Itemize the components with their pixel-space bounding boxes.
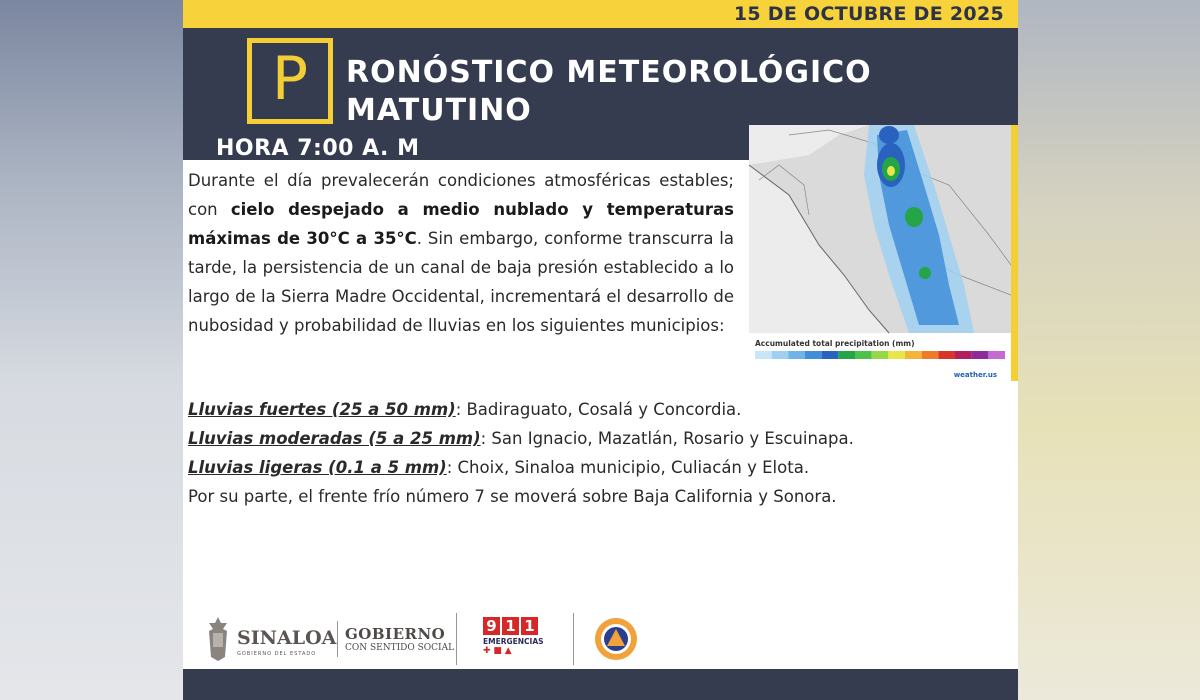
legend-swatch (972, 351, 989, 359)
footer-logos (183, 607, 1018, 669)
rain-label-moderate: Lluvias moderadas (5 a 25 mm) (188, 429, 481, 448)
digit-1a: 1 (502, 617, 519, 635)
legend-swatch (838, 351, 855, 359)
rain-label-light: Lluvias ligeras (0.1 a 5 mm) (188, 458, 447, 477)
legend-swatch (772, 351, 789, 359)
forecast-card (183, 0, 1018, 700)
legend-swatch (905, 351, 922, 359)
rain-places-heavy: : Badiraguato, Cosalá y Concordia. (455, 400, 742, 419)
legend-swatch (955, 351, 972, 359)
legend-swatch (788, 351, 805, 359)
gobierno-wordmark: GOBIERNO (345, 625, 446, 643)
emergency-services-icons: ✚ ■ ▲ (483, 646, 512, 656)
title-line-1: RONÓSTICO METEOROLÓGICO (346, 55, 872, 90)
footer-divider-3 (573, 613, 574, 665)
paragraph-rest: . Sin embargo, conforme transcurra la tarde, la persistencia de un canal de baja presión establecido a lo largo de la Sierra Madre Occidental, incrementará el desarrollo de nubosidad y probabilidad de lluvias en los siguientes municipios: (188, 229, 734, 335)
sinaloa-logo (205, 615, 335, 667)
map-brand-logo: weather.us (953, 371, 997, 379)
background-blur-left (0, 0, 183, 700)
paragraph-intro: Durante el día prevalecerán condiciones atmosféricas estables; con (188, 171, 734, 219)
date-label: 15 DE OCTUBRE DE 2025 (733, 3, 1004, 25)
rain-item-heavy (188, 395, 1008, 424)
sinaloa-subtitle: GOBIERNO DEL ESTADO (237, 651, 317, 657)
closing-text: Por su parte, el frente frío número 7 se moverá sobre Baja California y Sonora. (188, 487, 837, 506)
title-initial-box: P (247, 38, 333, 124)
digit-1b: 1 (521, 617, 538, 635)
legend-swatch (805, 351, 822, 359)
map-legend-title: Accumulated total precipitation (mm) (755, 339, 915, 348)
emergency-911-logo (483, 617, 543, 663)
background-blur-right (1018, 0, 1200, 700)
title-line-2: MATUTINO (346, 93, 532, 128)
footer-divider-2 (456, 613, 457, 665)
state-shield-icon (205, 617, 231, 661)
paragraph-highlight: cielo despejado a medio nublado y temperaturas máximas de 30°C a 35°C (188, 200, 734, 248)
page-title (346, 54, 906, 130)
rain-list (188, 395, 1008, 511)
gobierno-subtitle: CON SENTIDO SOCIAL (345, 643, 455, 653)
civil-protection-icon (594, 617, 638, 661)
date-bar (183, 0, 1018, 28)
legend-swatch (855, 351, 872, 359)
sinaloa-wordmark: SINALOA (237, 627, 337, 649)
legend-swatch (822, 351, 839, 359)
precipitation-map (749, 125, 1018, 381)
legend-swatch (872, 351, 889, 359)
rain-places-moderate: : San Ignacio, Mazatlán, Rosario y Escuinapa. (480, 429, 854, 448)
digit-9: 9 (483, 617, 500, 635)
legend-swatch (938, 351, 955, 359)
footer-divider-1 (337, 621, 338, 657)
bottom-bar (183, 669, 1018, 700)
rain-label-heavy: Lluvias fuertes (25 a 50 mm) (188, 400, 456, 419)
legend-swatch (922, 351, 939, 359)
legend-swatch (888, 351, 905, 359)
hour-label: HORA 7:00 A. M (216, 136, 420, 161)
emergencias-label: EMERGENCIAS (483, 637, 544, 646)
rain-item-moderate (188, 424, 1008, 453)
rain-item-light (188, 453, 1008, 482)
legend-swatch (755, 351, 772, 359)
rain-places-light: : Choix, Sinaloa municipio, Culiacán y Elota. (446, 458, 810, 477)
legend-swatch (988, 351, 1005, 359)
forecast-paragraph (188, 166, 734, 340)
